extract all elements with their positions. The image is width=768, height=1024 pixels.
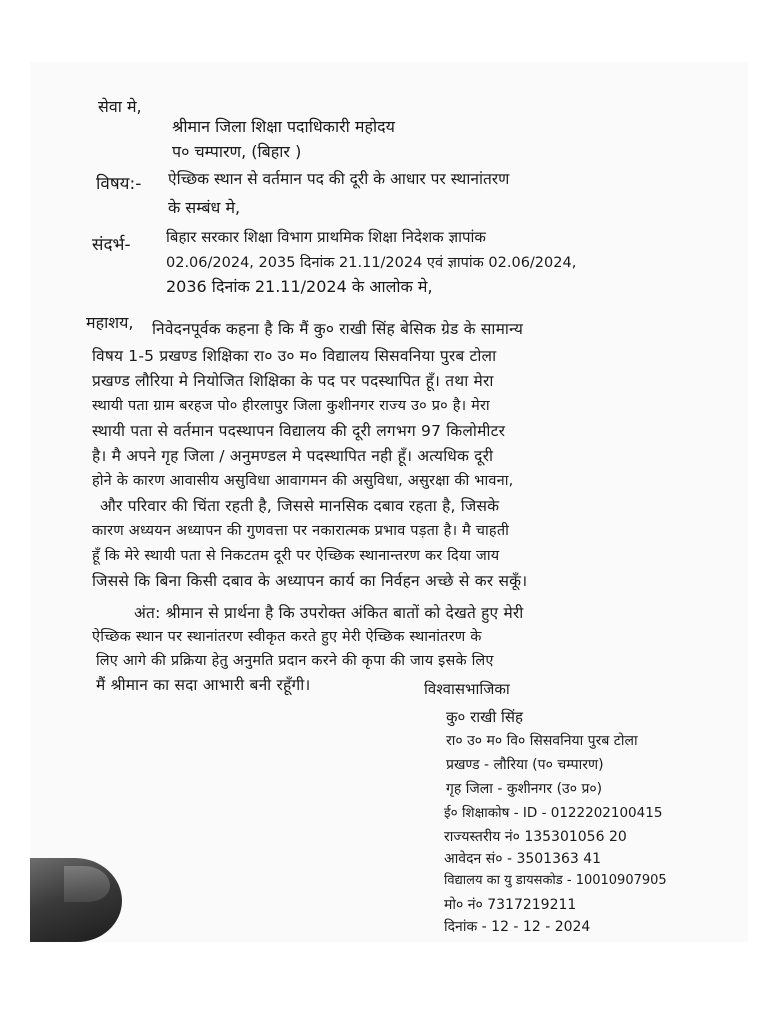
subject-line-1: ऐच्छिक स्थान से वर्तमान पद की दूरी के आधार पर स्थानांतरण [168, 170, 510, 188]
body-line: जिससे कि बिना किसी दबाव के अध्यापन कार्य का निर्वहन अच्छे से कर सकूँ। [92, 572, 528, 590]
body-line: स्थायी पता से वर्तमान पदस्थापन विद्यालय की दूरी लगभग 97 किलोमीटर [92, 422, 506, 440]
closing-line: अंत: श्रीमान से प्रार्थना है कि उपरोक्त अंकित बातों को देखते हुए मेरी [134, 604, 524, 622]
body-line: विषय 1-5 प्रखण्ड शिक्षिका रा० उ० म० विद्यालय सिसवनिया पुरब टोला [92, 347, 497, 365]
signatory-registration-no: राज्यस्तरीय नं० 135301056 20 [444, 829, 627, 845]
closing-line: लिए आगे की प्रक्रिया हेतु अनुमति प्रदान करने की कृपा की जाय इसके लिए [96, 653, 494, 669]
signatory-school: रा० उ० म० वि० सिसवनिया पुरब टोला [446, 733, 638, 749]
signatory-mobile: मो० नं० 7317219211 [444, 897, 577, 913]
recipient: श्रीमान जिला शिक्षा पदाधिकारी महोदय [172, 117, 395, 136]
body-line: कारण अध्ययन अध्यापन की गुणवत्ता पर नकारात्मक प्रभाव पड़ता है। मै चाहती [92, 523, 510, 539]
signature-heading: विश्वासभाजिका [424, 680, 510, 698]
reference-line-1: बिहार सरकार शिक्षा विभाग प्राथमिक शिक्षा निदेशक ज्ञापांक [166, 228, 486, 246]
body-line: प्रखण्ड लौरिया मे नियोजित शिक्षिका के पद पर पदस्थापित हूँ। तथा मेरा [92, 372, 494, 390]
subject-line-2: के सम्बंध मे, [168, 198, 241, 217]
address-to: सेवा मे, [98, 97, 142, 116]
recipient-district: प० चम्पारण, (बिहार ) [172, 142, 302, 161]
body-line: और परिवार की चिंता रहती है, जिससे मानसिक दबाव रहता है, जिसके [100, 497, 500, 515]
body-line: निवेदनपूर्वक कहना है कि मैं कु० राखी सिंह बेसिक ग्रेड के सामान्य [152, 320, 524, 338]
reference-label: संदर्भ- [92, 235, 131, 255]
signatory-name: कु० राखी सिंह [446, 708, 524, 726]
subject-label: विषय:- [96, 174, 142, 194]
reference-line-2: 02.06/2024, 2035 दिनांक 21.11/2024 एवं ज्ञापांक 02.06/2024, [166, 255, 577, 271]
body-line: होने के कारण आवासीय असुविधा आवागमन की असुविधा, असुरक्षा की भावना, [92, 473, 514, 489]
signatory-udise-code: विद्यालय का यु डायसकोड - 10010907905 [444, 873, 667, 888]
salutation: महाशय, [86, 313, 134, 332]
body-line: स्थायी पता ग्राम बरहज पो० हीरलापुर जिला कुशीनगर राज्य उ० प्र० है। मेरा [92, 398, 490, 414]
reference-line-3: 2036 दिनांक 21.11/2024 के आलोक मे, [166, 277, 433, 296]
body-line: है। मै अपने गृह जिला / अनुमण्डल मे पदस्थापित नही हूँ। अत्यधिक दूरी [92, 447, 494, 465]
body-line: हूँ कि मेरे स्थायी पता से निकटतम दूरी पर ऐच्छिक स्थानान्तरण कर दिया जाय [92, 548, 500, 564]
signatory-date: दिनांक - 12 - 12 - 2024 [444, 919, 591, 935]
signatory-home-district: गृह जिला - कुशीनगर (उ० प्र०) [446, 781, 603, 797]
signatory-application-no: आवेदन सं० - 3501363 41 [444, 851, 602, 867]
closing-line: ऐच्छिक स्थान पर स्थानांतरण स्वीकृत करते हुए मेरी ऐच्छिक स्थानांतरण के [92, 629, 482, 645]
closing-line: मैं श्रीमान का सदा आभारी बनी रहूँगी। [96, 676, 311, 694]
signatory-block: प्रखण्ड - लौरिया (प० चम्पारण) [446, 757, 604, 773]
signatory-eshikshakosh-id: ई० शिक्षाकोष - ID - 0122202100415 [444, 805, 663, 821]
